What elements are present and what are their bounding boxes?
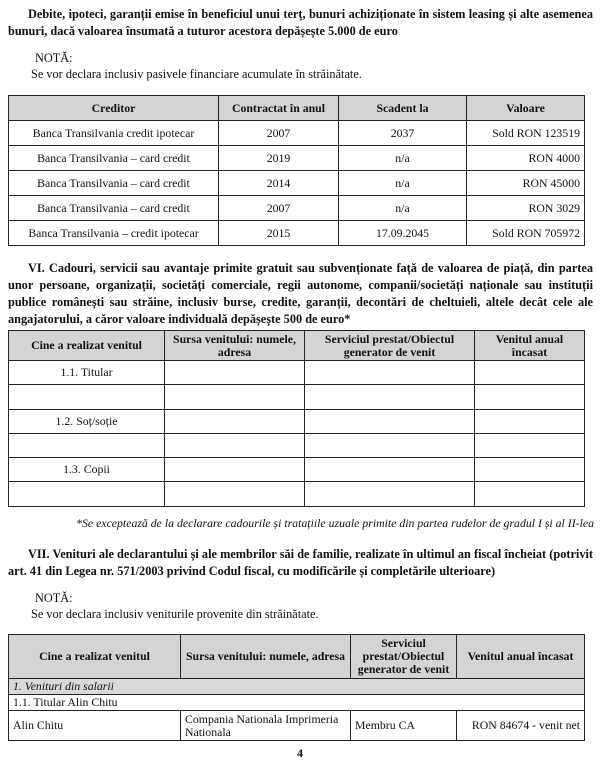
income-header-service: Serviciul prestat/Obiectul generator de venit bbox=[351, 635, 457, 679]
due-date-cell: n/a bbox=[339, 196, 467, 221]
creditor-cell: Banca Transilvania – card credit bbox=[9, 171, 219, 196]
contract-year-cell: 2007 bbox=[219, 196, 339, 221]
gifts-empty-cell bbox=[305, 458, 475, 482]
debts-table bbox=[8, 95, 585, 246]
creditor-cell: Banca Transilvania – credit ipotecar bbox=[9, 221, 219, 246]
gifts-empty-cell bbox=[475, 458, 585, 482]
income-header-who: Cine a realizat venitul bbox=[9, 635, 181, 679]
gifts-empty-cell bbox=[305, 409, 475, 433]
gifts-empty-cell bbox=[305, 361, 475, 385]
gifts-empty-cell bbox=[165, 385, 305, 409]
gifts-row bbox=[9, 409, 585, 433]
gifts-who-cell bbox=[9, 385, 165, 409]
income-header-row bbox=[9, 635, 585, 679]
gifts-empty-cell bbox=[165, 482, 305, 506]
income-header-source: Sursa venitului: numele, adresa bbox=[181, 635, 351, 679]
contract-year-cell: 2007 bbox=[219, 121, 339, 146]
gifts-who-cell: 1.3. Copii bbox=[9, 458, 165, 482]
debts-row bbox=[9, 221, 585, 246]
income-who: Alin Chitu bbox=[9, 711, 181, 741]
gifts-row bbox=[9, 458, 585, 482]
gifts-empty-cell bbox=[165, 361, 305, 385]
gifts-table bbox=[8, 330, 585, 507]
section-7-heading: VII. Venituri ale declarantului și ale membrilor săi de familie, realizate în ultimul an fiscal încheiat (potrivit art. 41 din Legea nr. 571/2003 privind Codul fiscal, cu modificările și completările ulterioare) bbox=[8, 547, 593, 578]
due-date-cell: n/a bbox=[339, 171, 467, 196]
nota-1 bbox=[31, 50, 362, 82]
income-header-income: Venitul anual încasat bbox=[457, 635, 585, 679]
gifts-who-cell: 1.1. Titular bbox=[9, 361, 165, 385]
nota-2-text: Se vor declara inclusiv veniturile provenite din străinătate. bbox=[31, 607, 319, 621]
header-due-date: Scadent la bbox=[339, 96, 467, 121]
creditor-cell: Banca Transilvania – card credit bbox=[9, 196, 219, 221]
value-cell: Sold RON 123519 bbox=[467, 121, 585, 146]
contract-year-cell: 2014 bbox=[219, 171, 339, 196]
income-subsection-row bbox=[9, 695, 585, 711]
contract-year-cell: 2019 bbox=[219, 146, 339, 171]
income-row bbox=[9, 711, 585, 741]
header-creditor: Creditor bbox=[9, 96, 219, 121]
due-date-cell: 17.09.2045 bbox=[339, 221, 467, 246]
nota-2 bbox=[31, 590, 319, 622]
gifts-empty-cell bbox=[305, 385, 475, 409]
salary-section-label: 1. Venituri din salarii bbox=[9, 679, 585, 695]
gifts-footnote: *Se exceptează de la declarare cadourile și tratațiile uzuale primite din partea rudelor de gradul I și al II-lea bbox=[76, 516, 594, 530]
header-value: Valoare bbox=[467, 96, 585, 121]
nota-1-text: Se vor declara inclusiv pasivele financiare acumulate în străinătate. bbox=[31, 67, 362, 81]
gifts-empty-cell bbox=[475, 482, 585, 506]
nota-1-label: NOTĂ: bbox=[35, 51, 73, 65]
gifts-empty-cell bbox=[475, 433, 585, 457]
gifts-header-who: Cine a realizat venitul bbox=[9, 331, 165, 361]
gifts-row bbox=[9, 482, 585, 506]
value-cell: RON 3029 bbox=[467, 196, 585, 221]
value-cell: Sold RON 705972 bbox=[467, 221, 585, 246]
gifts-empty-cell bbox=[475, 385, 585, 409]
creditor-cell: Banca Transilvania – card credit bbox=[9, 146, 219, 171]
gifts-who-cell bbox=[9, 433, 165, 457]
header-contract-year: Contractat în anul bbox=[219, 96, 339, 121]
gifts-who-cell: 1.2. Soț/soție bbox=[9, 409, 165, 433]
income-service: Membru CA bbox=[351, 711, 457, 741]
titular-subsection-label: 1.1. Titular Alin Chitu bbox=[9, 695, 585, 711]
gifts-who-cell bbox=[9, 482, 165, 506]
income-source: Compania Nationala Imprimeria Nationala bbox=[181, 711, 351, 741]
gifts-empty-cell bbox=[475, 361, 585, 385]
income-table bbox=[8, 634, 585, 741]
due-date-cell: 2037 bbox=[339, 121, 467, 146]
gifts-empty-cell bbox=[305, 482, 475, 506]
debts-row bbox=[9, 121, 585, 146]
gifts-row bbox=[9, 433, 585, 457]
due-date-cell: n/a bbox=[339, 146, 467, 171]
debts-row bbox=[9, 171, 585, 196]
gifts-header-source: Sursa venitului: numele, adresa bbox=[165, 331, 305, 361]
value-cell: RON 45000 bbox=[467, 171, 585, 196]
gifts-row bbox=[9, 361, 585, 385]
contract-year-cell: 2015 bbox=[219, 221, 339, 246]
section-6-heading: VI. Cadouri, servicii sau avantaje primite gratuit sau subvenționate față de valoarea de piață, din partea unor persoane, organizații, societăți comerciale, regii autonome, companii/societăți naționale sau instituții publice românești sau străine, inclusiv burse, credite, garanții, decontări de cheltuieli, altele decât cele ale angajatorului, a căror valoare individuală depășește 500 de euro* bbox=[8, 261, 593, 326]
gifts-header-service: Serviciul prestat/Obiectul generator de venit bbox=[305, 331, 475, 361]
debts-header-row bbox=[9, 96, 585, 121]
income-amount: RON 84674 - venit net bbox=[457, 711, 585, 741]
gifts-header-row bbox=[9, 331, 585, 361]
gifts-row bbox=[9, 385, 585, 409]
gifts-empty-cell bbox=[305, 433, 475, 457]
gifts-empty-cell bbox=[475, 409, 585, 433]
gifts-header-income: Venitul anual încasat bbox=[475, 331, 585, 361]
value-cell: RON 4000 bbox=[467, 146, 585, 171]
creditor-cell: Banca Transilvania credit ipotecar bbox=[9, 121, 219, 146]
liabilities-heading: Debite, ipoteci, garanții emise în beneficiul unui terț, bunuri achiziționate în sistem leasing și alte asemenea bunuri, dacă valoarea însumată a tuturor acestora depășește 5.000 de euro bbox=[8, 7, 593, 38]
page-number: 4 bbox=[297, 746, 303, 760]
gifts-empty-cell bbox=[165, 458, 305, 482]
gifts-empty-cell bbox=[165, 409, 305, 433]
debts-row bbox=[9, 146, 585, 171]
nota-2-label: NOTĂ: bbox=[35, 591, 73, 605]
income-section-row bbox=[9, 679, 585, 695]
gifts-empty-cell bbox=[165, 433, 305, 457]
debts-row bbox=[9, 196, 585, 221]
